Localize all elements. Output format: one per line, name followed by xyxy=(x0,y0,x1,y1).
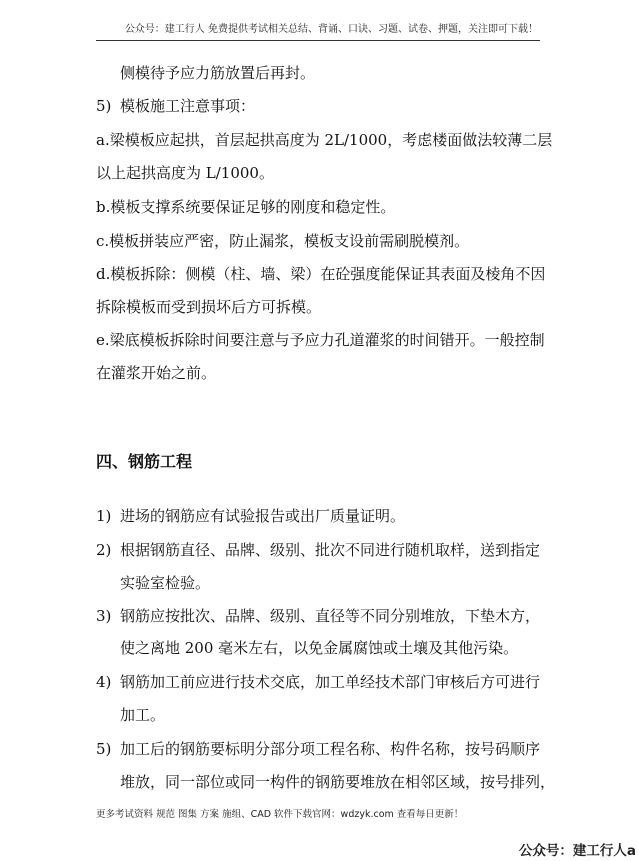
item-number: 4) xyxy=(96,673,112,691)
paragraph-continuation: 侧模待予应力筋放置后再封。 xyxy=(120,64,316,82)
item-2-line-2: 实验室检验。 xyxy=(120,574,211,592)
note-e-line-2: 在灌浆开始之前。 xyxy=(96,364,217,382)
item-5-line-2: 堆放，同一部位或同一构件的钢筋要堆放在相邻区域，按号排列， xyxy=(120,773,556,791)
item-5-line-1: 加工后的钢筋要标明分部分项工程名称、构件名称，按号码顺序 xyxy=(120,740,541,758)
page-footer-text: 更多考试资料 规范 图集 方案 施组、CAD 软件下载官网：wdzyk.com 查看每日更新！ xyxy=(96,809,464,820)
item-4-line-1: 钢筋加工前应进行技术交底，加工单经技术部门审核后方可进行 xyxy=(120,673,541,691)
item-4-line-2: 加工。 xyxy=(120,706,166,724)
page-header-text: 公众号：建工行人 免费提供考试相关总结、背诵、口诀、习题、试卷、押题，关注即可下载！ xyxy=(124,24,538,35)
note-a-line-2: 以上起拱高度为 L/1000。 xyxy=(96,164,274,182)
item-number: 5) xyxy=(96,97,112,115)
item-number: 5) xyxy=(96,740,112,758)
note-c-line-1: c.模板拼装应严密，防止漏浆，模板支设前需刷脱模剂。 xyxy=(96,232,470,250)
item-text: 模板施工注意事项： xyxy=(120,97,256,115)
header-divider xyxy=(96,40,540,41)
item-3-line-2: 使之离地 200 毫米左右，以免金属腐蚀或土壤及其他污染。 xyxy=(120,639,519,657)
note-a-line-1: a.梁模板应起拱，首层起拱高度为 2L/1000，考虑楼面做法较薄二层 xyxy=(96,131,553,149)
note-d-line-2: 拆除模板而受到损坏后方可拆模。 xyxy=(96,298,322,316)
section-heading: 四、钢筋工程 xyxy=(96,452,193,471)
watermark-text: 公众号：建工行人a xyxy=(518,843,636,859)
item-1-line-1: 进场的钢筋应有试验报告或出厂质量证明。 xyxy=(120,507,406,525)
item-2-line-1: 根据钢筋直径、品牌、级别、批次不同进行随机取样，送到指定 xyxy=(120,541,541,559)
item-3-line-1: 钢筋应按批次、品牌、级别、直径等不同分别堆放，下垫木方， xyxy=(120,607,541,625)
note-b-line-1: b.模板支撑系统要保证足够的刚度和稳定性。 xyxy=(96,198,396,216)
note-d-line-1: d.模板拆除：侧模（柱、墙、梁）在砼强度能保证其表面及棱角不因 xyxy=(96,265,546,283)
item-number: 3) xyxy=(96,607,112,625)
item-number: 2) xyxy=(96,541,112,559)
note-e-line-1: e.梁底模板拆除时间要注意与予应力孔道灌浆的时间错开。一般控制 xyxy=(96,331,545,349)
item-number: 1) xyxy=(96,507,112,525)
